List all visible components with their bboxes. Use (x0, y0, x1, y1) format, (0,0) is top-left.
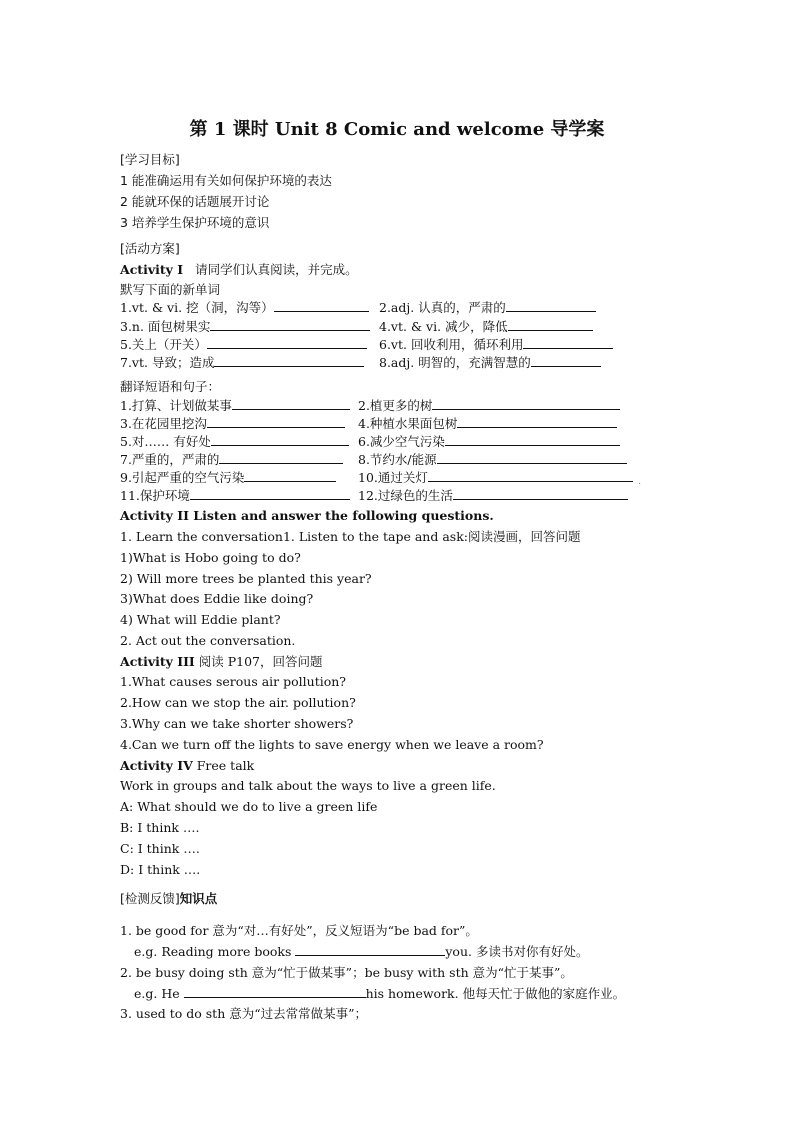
activity2-line: 2) Will more trees be planted this year? (120, 571, 372, 586)
activity1-instruction: 请同学们认真阅读，并完成。 (195, 262, 358, 277)
phrase-item: 2.植更多的树 (358, 397, 620, 415)
activity3-header (120, 653, 323, 671)
vocab-item: 7.vt. 导致；造成 (120, 354, 364, 372)
vocab-item: 6.vt. 回收利用，循环利用 (379, 336, 613, 354)
vocab-subheading: 默写下面的新单词 (120, 282, 221, 297)
stray-mark: . (638, 476, 642, 487)
activity3-line: 3.Why can we take shorter showers? (120, 716, 354, 731)
phrase-item: 12.过绿色的生活 (358, 487, 628, 505)
example-line: e.g. He his homework. 他每天忙于做他的家庭作业。 (134, 986, 626, 1001)
example-line: e.g. Reading more books you. 多读书对你有好处。 (134, 944, 589, 959)
activity2-line: 1)What is Hobo going to do? (120, 550, 301, 565)
activity2-line: 1. Learn the conversation1. Listen to the tape and ask:阅读漫画，回答问题 (120, 529, 581, 544)
vocab-item: 3.n. 面包树果实 (120, 318, 370, 336)
activity4-line: D: I think …. (120, 862, 201, 877)
phrase-item: 4.种植水果面包树 (358, 415, 617, 433)
plan-heading: [活动方案] (120, 241, 180, 256)
objective-item: 3 培养学生保护环境的意识 (120, 215, 270, 230)
objective-item: 1 能准确运用有关如何保护环境的表达 (120, 173, 332, 188)
feedback-header (120, 890, 217, 908)
phrase-item: 3.在花园里挖沟 (120, 415, 345, 433)
vocab-item: 4.vt. & vi. 减少，降低 (379, 318, 593, 336)
activity4-label: Activity IV (120, 758, 193, 773)
activity1-header (120, 261, 358, 279)
activity4-line: Work in groups and talk about the ways to live a green life. (120, 778, 496, 793)
feedback-heading: [检测反馈] (120, 891, 180, 906)
phrase-item: 1.打算、计划做某事 (120, 397, 350, 415)
page-title: 第 1 课时 Unit 8 Comic and welcome 导学案 (189, 119, 605, 140)
activity3-line: 2.How can we stop the air. pollution? (120, 695, 356, 710)
phrase-item: 5.对…… 有好处 (120, 433, 349, 451)
objective-item: 2 能就环保的话题展开讨论 (120, 194, 270, 209)
phrase-item: 11.保护环境 (120, 487, 350, 505)
phrase-item: 7.严重的，严肃的 (120, 451, 343, 469)
activity3-line: 4.Can we turn off the lights to save energy when we leave a room? (120, 737, 544, 752)
activity1-label: Activity I (120, 262, 184, 277)
objectives-heading: [学习目标] (120, 152, 180, 167)
activity4-label-rest: Free talk (192, 758, 255, 773)
activity2-line: 3)What does Eddie like doing? (120, 591, 314, 606)
activity4-line: A: What should we do to live a green life (120, 799, 378, 814)
phrase-item: 9.引起严重的空气污染 (120, 469, 336, 487)
feedback-heading-rest: 知识点 (179, 891, 218, 906)
activity4-header (120, 757, 254, 775)
activity2-line: 2. Act out the conversation. (120, 633, 296, 648)
activity3-label: Activity III (120, 654, 195, 669)
activity3-label-rest: 阅读 P107，回答问题 (194, 654, 323, 669)
knowledge-point: 1. be good for 意为“对…有好处”，反义短语为“be bad for”。 (120, 923, 478, 938)
activity2-label: Activity II Listen and answer the following questions. (120, 508, 494, 523)
phrases-heading: 翻译短语和句子： (120, 379, 221, 394)
vocab-item: 2.adj. 认真的，严肃的 (379, 299, 596, 317)
knowledge-point: 2. be busy doing sth 意为“忙于做某事”；be busy with sth 意为“忙于某事”。 (120, 965, 573, 980)
vocab-item: 8.adj. 明智的，充满智慧的 (379, 354, 601, 372)
activity3-line: 1.What causes serous air pollution? (120, 674, 347, 689)
phrase-item: 6.减少空气污染 (358, 433, 620, 451)
activity4-line: B: I think …. (120, 820, 200, 835)
activity2-line: 4) What will Eddie plant? (120, 612, 281, 627)
vocab-item: 5.关上（开关） (120, 336, 367, 354)
phrase-item: 8.节约水/能源 (358, 451, 627, 469)
knowledge-point: 3. used to do sth 意为“过去常常做某事”； (120, 1006, 368, 1021)
vocab-item: 1.vt. & vi. 挖（洞，沟等） (120, 299, 369, 317)
activity4-line: C: I think …. (120, 841, 200, 856)
phrase-item: 10.通过关灯 (358, 469, 633, 487)
